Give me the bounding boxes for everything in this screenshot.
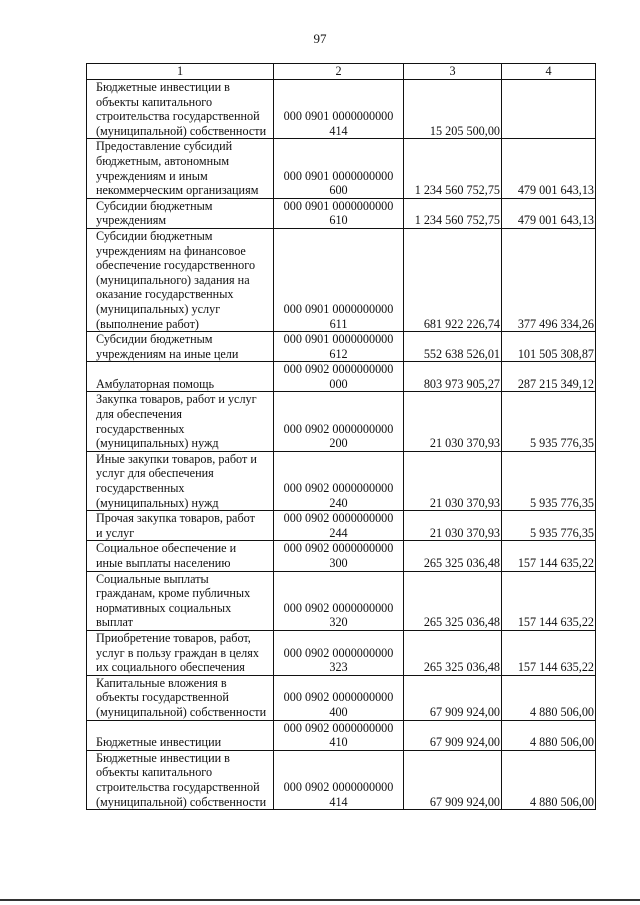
row-amount-col4: 5 935 776,35 <box>502 451 596 510</box>
row-name-line: Прочая закупка товаров, работ <box>96 511 255 526</box>
row-name-cell <box>87 720 274 750</box>
table-row <box>87 228 596 331</box>
row-name-line: учреждениям на финансовое <box>96 243 246 258</box>
row-name-cell <box>87 675 274 720</box>
row-code-line: 000 0902 0000000000 <box>283 362 394 377</box>
row-name-line: Бюджетные инвестиции в <box>96 750 230 765</box>
row-amount-col4: 377 496 334,26 <box>502 228 596 331</box>
row-name-line: Субсидии бюджетным <box>96 228 213 243</box>
row-amount-col3: 803 973 905,27 <box>404 362 502 392</box>
row-name-line: некоммерческим организациям <box>96 183 259 198</box>
row-name-cell <box>87 332 274 362</box>
row-name-line: (муниципальных) нужд <box>96 436 219 451</box>
row-name-line: нормативных социальных <box>96 600 232 615</box>
row-amount-col3: 1 234 560 752,75 <box>404 198 502 228</box>
row-code-line: 400 <box>329 704 348 719</box>
row-name-cell <box>87 630 274 675</box>
row-code-line: 611 <box>329 316 348 331</box>
row-name-line: Бюджетные инвестиции <box>96 735 222 750</box>
row-code-cell <box>274 750 404 809</box>
column-header-1: 1 <box>87 64 274 80</box>
row-name-line: (муниципальной) собственности <box>96 704 267 719</box>
row-amount-col4: 5 935 776,35 <box>502 392 596 451</box>
row-amount-col3: 21 030 370,93 <box>404 392 502 451</box>
row-name-line: Субсидии бюджетным <box>96 332 213 347</box>
row-amount-col4 <box>502 80 596 139</box>
row-code-line: 600 <box>329 183 348 198</box>
table-row <box>87 675 596 720</box>
row-amount-col4: 4 880 506,00 <box>502 720 596 750</box>
row-name-cell <box>87 750 274 809</box>
row-amount-col4: 157 144 635,22 <box>502 630 596 675</box>
table-row <box>87 571 596 630</box>
table-row <box>87 630 596 675</box>
row-code-cell <box>274 541 404 571</box>
table-row <box>87 720 596 750</box>
row-code-line: 200 <box>329 436 348 451</box>
row-code-cell <box>274 720 404 750</box>
row-amount-col4: 4 880 506,00 <box>502 675 596 720</box>
table-row <box>87 198 596 228</box>
row-code-line: 610 <box>329 213 348 228</box>
row-code-line: 000 0901 0000000000 <box>283 168 394 183</box>
row-name-cell <box>87 362 274 392</box>
row-name-cell <box>87 451 274 510</box>
row-code-cell <box>274 451 404 510</box>
table-row <box>87 511 596 541</box>
row-name-line: и услуг <box>96 525 135 540</box>
row-code-line: 414 <box>329 794 348 809</box>
row-name-line: оказание государственных <box>96 287 234 302</box>
row-name-cell <box>87 541 274 571</box>
table-row <box>87 362 596 392</box>
row-name-line: объекты капитального <box>96 94 213 109</box>
row-amount-col3: 681 922 226,74 <box>404 228 502 331</box>
row-code-line: 240 <box>329 495 348 510</box>
table-header-row <box>87 64 596 80</box>
row-code-cell <box>274 571 404 630</box>
row-name-line: бюджетным, автономным <box>96 153 230 168</box>
page-number: 97 <box>313 31 327 46</box>
row-amount-col3: 21 030 370,93 <box>404 511 502 541</box>
row-name-line: государственных <box>96 421 185 436</box>
row-code-line: 000 0902 0000000000 <box>283 541 394 556</box>
row-name-line: для обеспечения <box>96 407 183 422</box>
row-name-line: государственных <box>96 481 185 496</box>
row-name-line: гражданам, кроме публичных <box>96 586 251 601</box>
row-name-cell <box>87 198 274 228</box>
row-code-line: 612 <box>329 346 348 361</box>
row-code-cell <box>274 139 404 198</box>
row-code-line: 000 0902 0000000000 <box>283 720 394 735</box>
row-name-line: строительства государственной <box>96 779 260 794</box>
row-code-line: 000 0902 0000000000 <box>283 511 394 526</box>
row-amount-col4: 157 144 635,22 <box>502 541 596 571</box>
row-name-line: (выполнение работ) <box>96 316 199 331</box>
row-name-cell <box>87 571 274 630</box>
row-name-line: (муниципальной) собственности <box>96 794 267 809</box>
row-name-cell <box>87 228 274 331</box>
row-amount-col3: 265 325 036,48 <box>404 630 502 675</box>
row-amount-col4: 479 001 643,13 <box>502 198 596 228</box>
page-bottom-divider <box>0 899 640 901</box>
column-header-3: 3 <box>404 64 502 80</box>
row-name-line: Бюджетные инвестиции в <box>96 80 230 94</box>
row-amount-col3: 67 909 924,00 <box>404 750 502 809</box>
row-name-line: Капитальные вложения в <box>96 675 227 690</box>
row-name-line: Закупка товаров, работ и услуг <box>96 392 257 407</box>
row-name-line: услуг для обеспечения <box>96 466 214 481</box>
table-row <box>87 750 596 809</box>
row-name-line: обеспечение государственного <box>96 258 256 273</box>
row-code-cell <box>274 332 404 362</box>
row-code-line: 410 <box>329 735 348 750</box>
row-name-line: объекты государственной <box>96 690 229 705</box>
table-body <box>87 80 596 810</box>
row-name-line: строительства государственной <box>96 109 260 124</box>
row-code-cell <box>274 630 404 675</box>
row-name-line: (муниципальных) услуг <box>96 301 221 316</box>
row-name-line: Социальные выплаты <box>96 571 209 586</box>
row-name-line: их социального обеспечения <box>96 660 245 675</box>
row-code-line: 000 0901 0000000000 <box>283 198 394 213</box>
row-name-cell <box>87 139 274 198</box>
row-name-line: (муниципальных) нужд <box>96 495 219 510</box>
row-code-cell <box>274 675 404 720</box>
row-code-cell <box>274 392 404 451</box>
row-code-cell <box>274 362 404 392</box>
row-code-line: 300 <box>329 556 348 570</box>
budget-table <box>86 63 596 810</box>
row-name-line: Иные закупки товаров, работ и <box>96 451 257 466</box>
row-name-line: учреждениям и иным <box>96 168 208 183</box>
row-amount-col3: 67 909 924,00 <box>404 720 502 750</box>
row-amount-col3: 265 325 036,48 <box>404 541 502 571</box>
row-name-cell <box>87 392 274 451</box>
row-name-line: учреждениям на иные цели <box>96 346 239 361</box>
row-name-line: учреждениям <box>96 213 167 228</box>
row-amount-col4: 101 505 308,87 <box>502 332 596 362</box>
row-amount-col4: 287 215 349,12 <box>502 362 596 392</box>
row-code-cell <box>274 228 404 331</box>
row-amount-col4: 4 880 506,00 <box>502 750 596 809</box>
row-name-cell <box>87 80 274 139</box>
row-name-cell <box>87 511 274 541</box>
row-name-line: (муниципального) задания на <box>96 272 250 287</box>
row-amount-col3: 1 234 560 752,75 <box>404 139 502 198</box>
row-amount-col4: 157 144 635,22 <box>502 571 596 630</box>
row-amount-col3: 265 325 036,48 <box>404 571 502 630</box>
table-row <box>87 541 596 571</box>
row-code-line: 000 0901 0000000000 <box>283 109 394 124</box>
table-row <box>87 392 596 451</box>
row-code-cell <box>274 198 404 228</box>
row-name-line: Приобретение товаров, работ, <box>96 630 251 645</box>
row-name-line: иные выплаты населению <box>96 556 231 570</box>
table-row <box>87 332 596 362</box>
row-amount-col3: 15 205 500,00 <box>404 80 502 139</box>
row-code-line: 000 0902 0000000000 <box>283 779 394 794</box>
row-code-cell <box>274 80 404 139</box>
row-amount-col3: 552 638 526,01 <box>404 332 502 362</box>
row-amount-col4: 479 001 643,13 <box>502 139 596 198</box>
row-code-line: 244 <box>329 525 348 540</box>
row-code-line: 000 0902 0000000000 <box>283 481 394 496</box>
column-header-2: 2 <box>274 64 404 80</box>
row-code-line: 323 <box>329 660 348 675</box>
row-code-line: 414 <box>329 123 348 138</box>
row-name-line: выплат <box>96 615 133 630</box>
row-amount-col3: 21 030 370,93 <box>404 451 502 510</box>
table-row <box>87 139 596 198</box>
row-code-line: 000 0901 0000000000 <box>283 332 394 347</box>
row-name-line: Предоставление субсидий <box>96 139 233 154</box>
row-name-line: Социальное обеспечение и <box>96 541 237 556</box>
row-name-line: Субсидии бюджетным <box>96 198 213 213</box>
row-code-line: 000 0902 0000000000 <box>283 421 394 436</box>
row-amount-col4: 5 935 776,35 <box>502 511 596 541</box>
row-code-cell <box>274 511 404 541</box>
row-code-line: 000 0902 0000000000 <box>283 645 394 660</box>
row-name-line: Амбулаторная помощь <box>96 376 215 391</box>
row-code-line: 000 0901 0000000000 <box>283 301 394 316</box>
table-row <box>87 451 596 510</box>
row-name-line: (муниципальной) собственности <box>96 123 267 138</box>
row-code-line: 000 0902 0000000000 <box>283 690 394 705</box>
row-code-line: 320 <box>329 615 348 630</box>
row-code-line: 000 0902 0000000000 <box>283 600 394 615</box>
row-code-line: 000 <box>329 376 348 391</box>
row-name-line: объекты капитального <box>96 765 213 780</box>
column-header-4: 4 <box>502 64 596 80</box>
table-row <box>87 80 596 139</box>
row-amount-col3: 67 909 924,00 <box>404 675 502 720</box>
row-name-line: услуг в пользу граждан в целях <box>96 645 259 660</box>
